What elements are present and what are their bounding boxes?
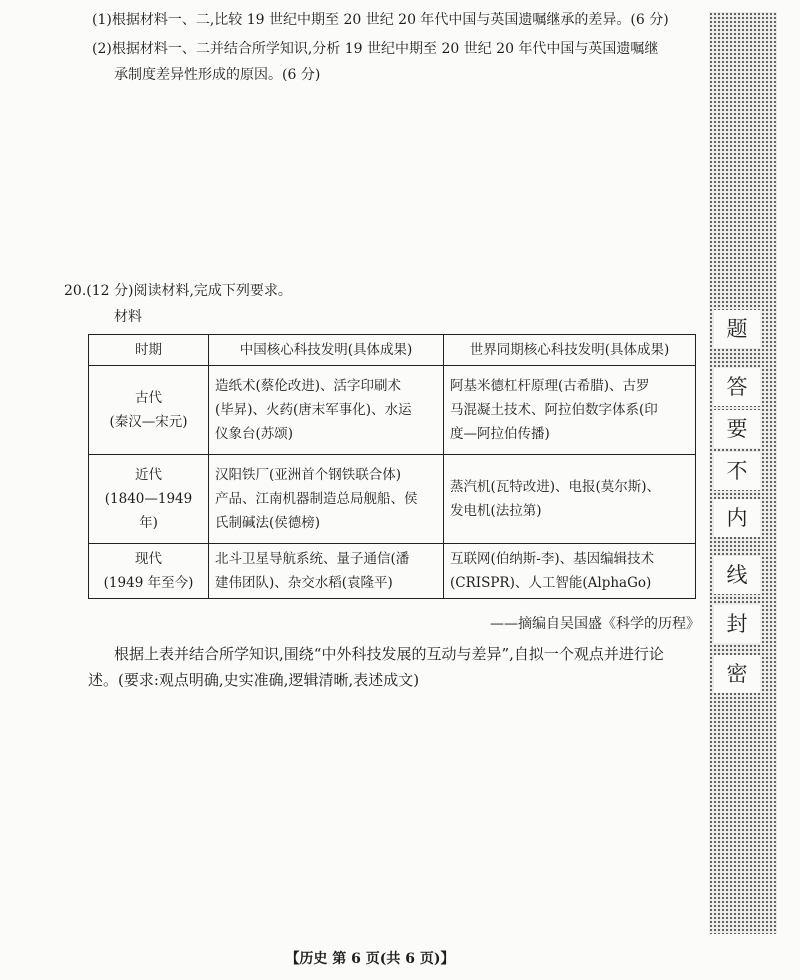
question-20-prompt-line2: 述。(要求:观点明确,史实准确,逻辑清晰,表述成文) bbox=[88, 671, 420, 689]
question-19-part2-line2: 承制度差异性形成的原因。(6 分) bbox=[114, 67, 321, 83]
material-table bbox=[88, 334, 696, 599]
binding-char: 内 bbox=[714, 499, 760, 537]
binding-char: 封 bbox=[714, 605, 760, 643]
binding-char: 不 bbox=[714, 452, 760, 490]
material-label: 材料 bbox=[114, 309, 142, 325]
period-cell: 近代 (1840—1949 年) bbox=[89, 455, 209, 544]
period-cell: 古代 (秦汉—宋元) bbox=[89, 366, 209, 455]
binding-char: 答 bbox=[714, 368, 760, 406]
table-row bbox=[89, 544, 696, 599]
question-20-header: 20.(12 分)阅读材料,完成下列要求。 bbox=[64, 283, 292, 299]
china-cell: 汉阳铁厂(亚洲首个钢铁联合体) 产品、江南机器制造总局舰船、侯 氏制碱法(侯德榜) bbox=[209, 455, 444, 544]
china-cell: 造纸术(蔡伦改进)、活字印刷术 (毕昇)、火药(唐末军事化)、水运 仪象台(苏颂) bbox=[209, 366, 444, 455]
question-19-part1: (1)根据材料一、二,比较 19 世纪中期至 20 世纪 20 年代中国与英国遗嘱继承的差异。(6 分) bbox=[92, 12, 669, 28]
world-cell: 蒸汽机(瓦特改进)、电报(莫尔斯)、 发电机(法拉第) bbox=[444, 455, 696, 544]
binding-char: 密 bbox=[714, 655, 760, 693]
table-row bbox=[89, 455, 696, 544]
world-cell: 阿基米德杠杆原理(古希腊)、古罗 马混凝土技术、阿拉伯数字体系(印 度—阿拉伯传播) bbox=[444, 366, 696, 455]
table-row bbox=[89, 366, 696, 455]
binding-char: 要 bbox=[714, 410, 760, 448]
header-china: 中国核心科技发明(具体成果) bbox=[209, 335, 444, 366]
china-cell: 北斗卫星导航系统、量子通信(潘 建伟团队)、杂交水稻(袁隆平) bbox=[209, 544, 444, 599]
table-header-row bbox=[89, 335, 696, 366]
binding-char: 线 bbox=[714, 556, 760, 594]
header-world: 世界同期核心科技发明(具体成果) bbox=[444, 335, 696, 366]
binding-char: 题 bbox=[714, 310, 760, 348]
source-citation: ——摘编自吴国盛《科学的历程》 bbox=[490, 616, 700, 632]
question-20-prompt-line1: 根据上表并结合所学知识,围绕“中外科技发展的互动与差异”,自拟一个观点并进行论 bbox=[114, 645, 664, 663]
question-19-part2-line1: (2)根据材料一、二并结合所学知识,分析 19 世纪中期至 20 世纪 20 年代中国与英国遗嘱继 bbox=[92, 41, 659, 57]
world-cell: 互联网(伯纳斯-李)、基因编辑技术 (CRISPR)、人工智能(AlphaGo) bbox=[444, 544, 696, 599]
header-period: 时期 bbox=[89, 335, 209, 366]
page-footer: 【历史 第 6 页(共 6 页)】 bbox=[285, 951, 455, 967]
period-cell: 现代 (1949 年至今) bbox=[89, 544, 209, 599]
